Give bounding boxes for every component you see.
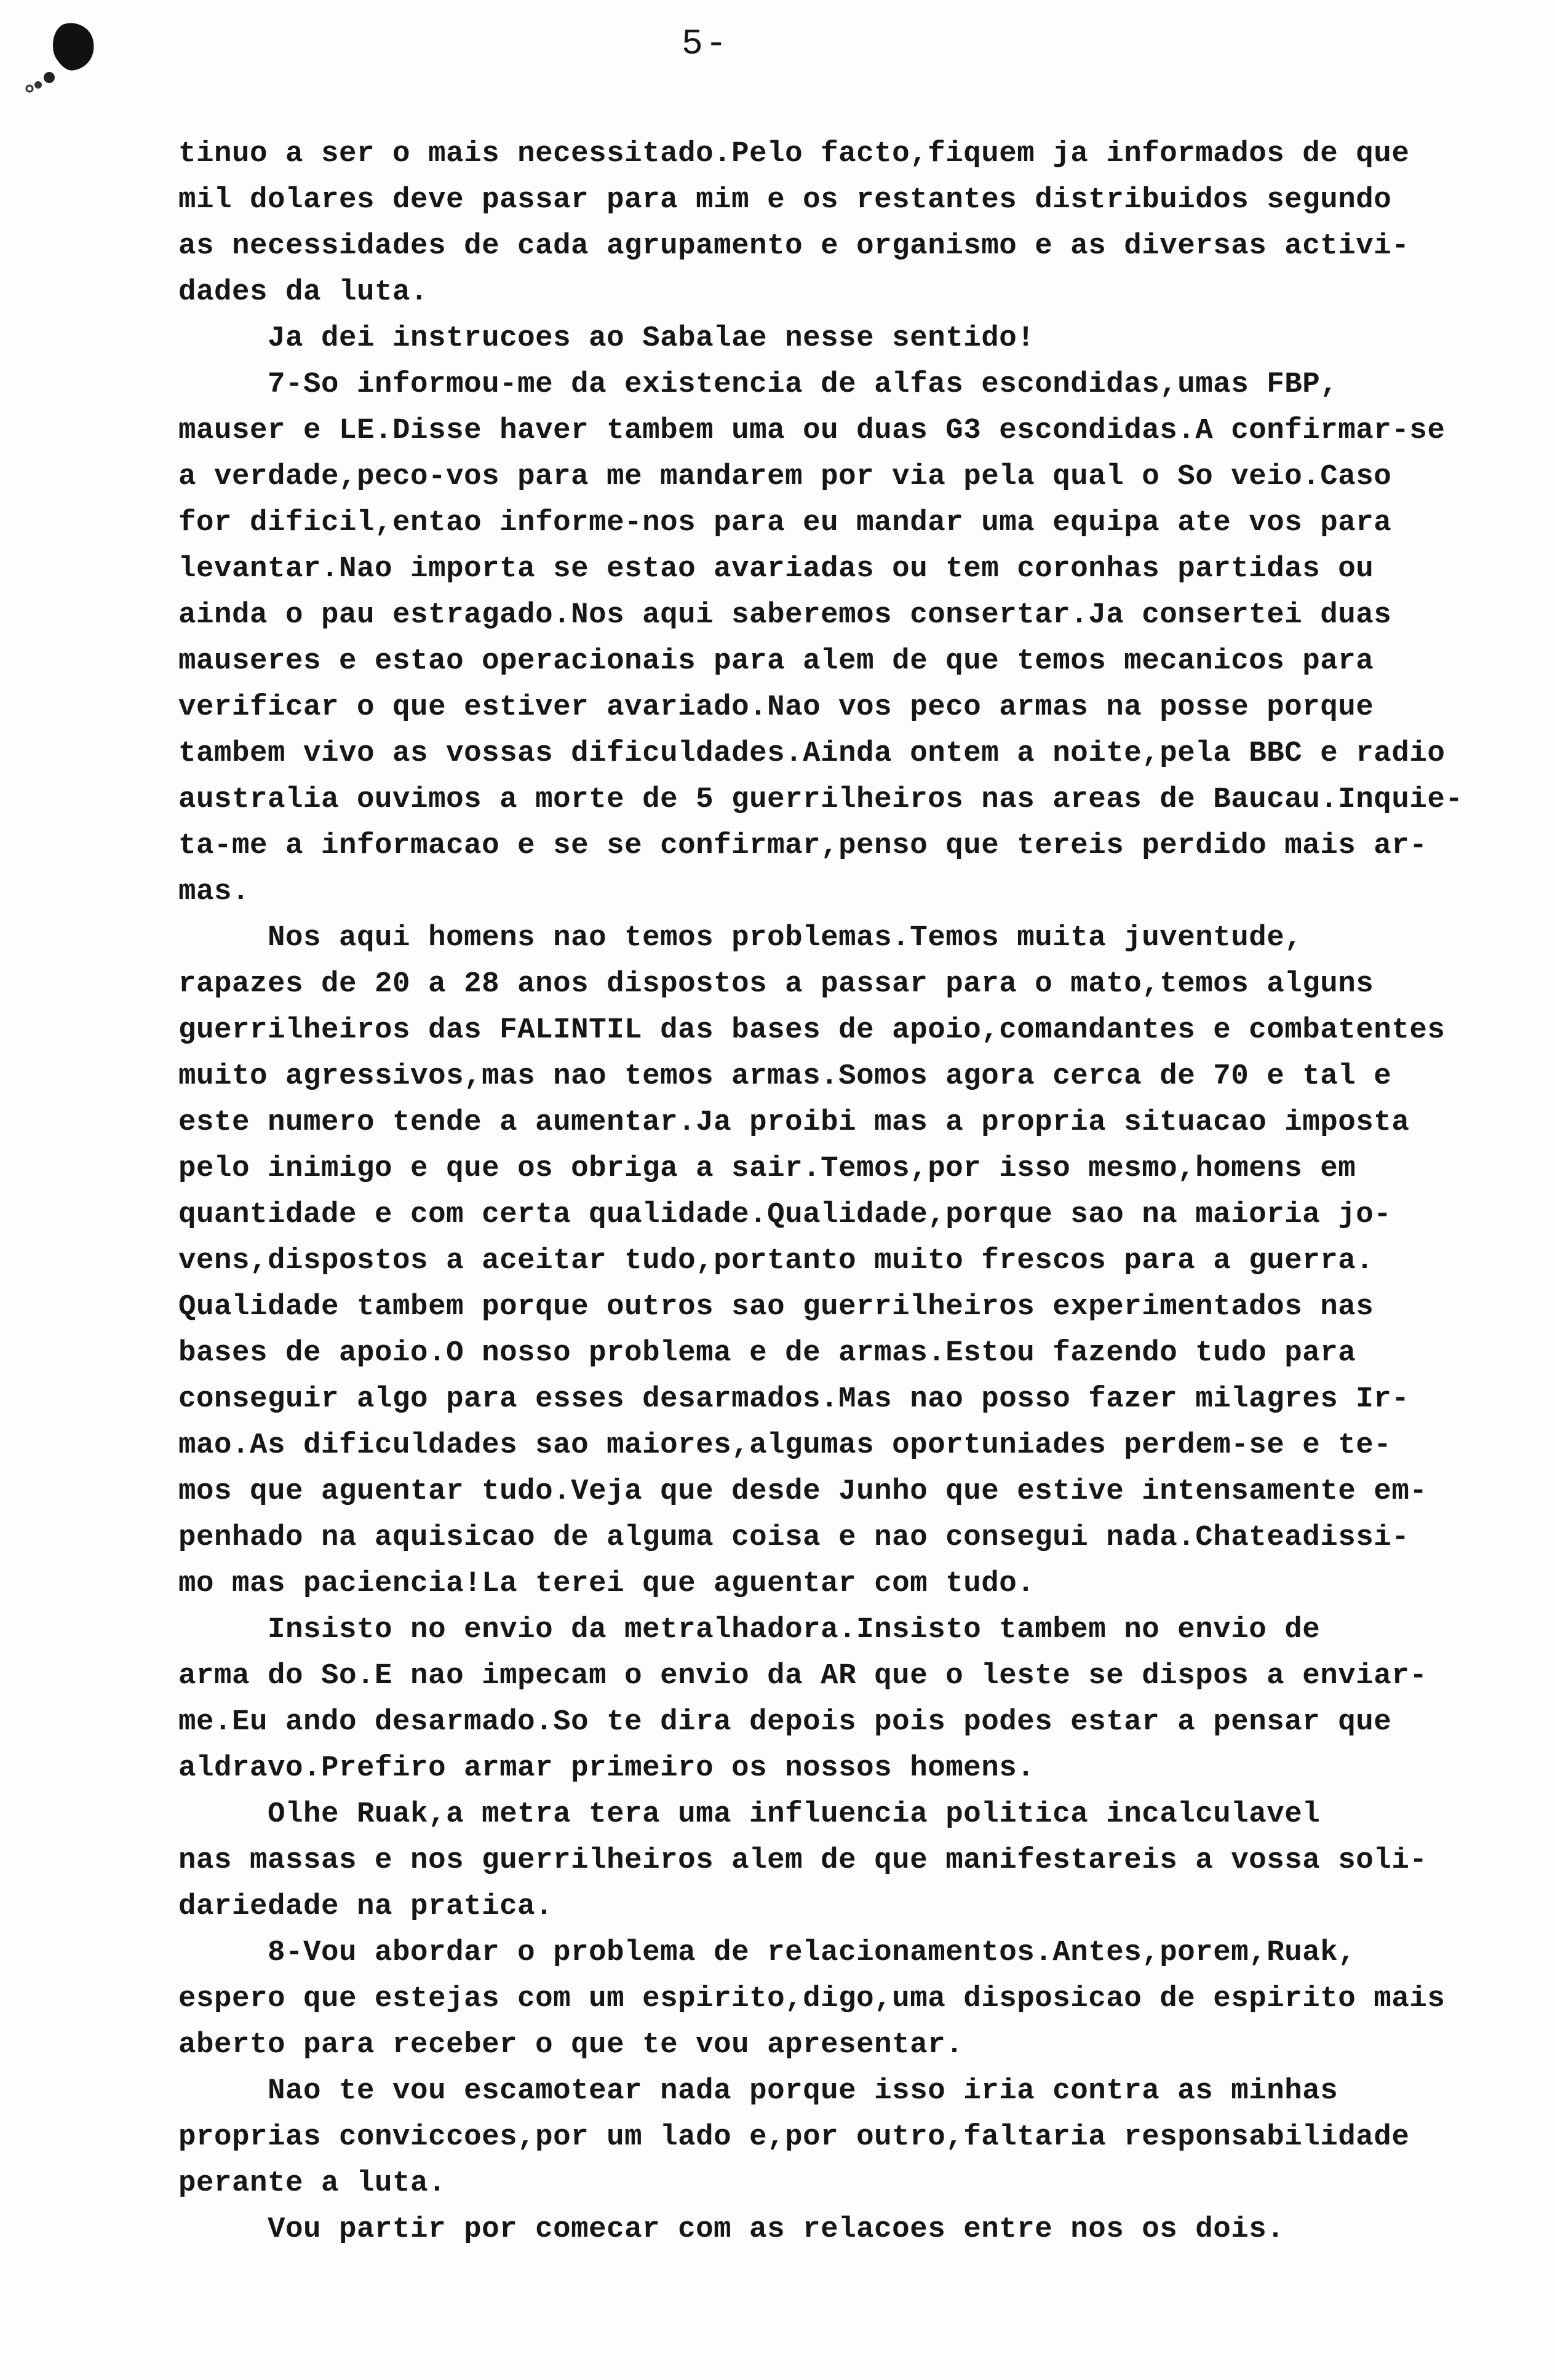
letter-body [178,131,1513,2253]
text-line: arma do So.E nao impecam o envio da AR que o leste se dispos a enviar- [178,1659,1428,1692]
text-line: Qualidade tambem porque outros sao guerrilheiros experimentados nas [178,1290,1374,1323]
text-line: me.Eu ando desarmado.So te dira depois pois podes estar a pensar que [178,1705,1392,1739]
text-line: tambem vivo as vossas dificuldades.Ainda ontem a noite,pela BBC e radio [178,737,1446,770]
text-line: mauseres e estao operacionais para alem de que temos mecanicos para [178,645,1374,678]
text-line: a verdade,peco-vos para me mandarem por via pela qual o So veio.Caso [178,460,1392,493]
text-line: 8-Vou abordar o problema de relacionamentos.Antes,porem,Ruak, [178,1936,1356,1969]
text-line: levantar.Nao importa se estao avariadas ou tem coronhas partidas ou [178,552,1374,585]
text-line: nas massas e nos guerrilheiros alem de que manifestareis a vossa soli- [178,1844,1428,1877]
text-line: ta-me a informacao e se se confirmar,penso que tereis perdido mais ar- [178,829,1428,862]
text-line: 7-So informou-me da existencia de alfas escondidas,umas FBP, [178,368,1338,401]
text-line: Insisto no envio da metralhadora.Insisto tambem no envio de [178,1613,1321,1646]
text-line: bases de apoio.O nosso problema e de armas.Estou fazendo tudo para [178,1336,1356,1370]
text-line: ainda o pau estragado.Nos aqui saberemos consertar.Ja consertei duas [178,598,1392,632]
text-line: Ja dei instrucoes ao Sabalae nesse sentido! [178,322,1035,355]
text-line: mo mas paciencia!La terei que aguentar com tudo. [178,1567,1035,1600]
text-line: tinuo a ser o mais necessitado.Pelo facto,fiquem ja informados de que [178,137,1410,170]
text-line: Nao te vou escamotear nada porque isso iria contra as minhas [178,2074,1338,2108]
text-line: mos que aguentar tudo.Veja que desde Junho que estive intensamente em- [178,1475,1428,1508]
text-line: muito agressivos,mas nao temos armas.Somos agora cerca de 70 e tal e [178,1060,1392,1093]
text-line: Nos aqui homens nao temos problemas.Temos muita juventude, [178,921,1303,954]
text-line: Vou partir por comecar com as relacoes entre nos os dois. [178,2213,1285,2246]
text-line: aberto para receber o que te vou apresentar. [178,2028,964,2061]
text-line: Olhe Ruak,a metra tera uma influencia politica incalculavel [178,1798,1321,1831]
text-line: pelo inimigo e que os obriga a sair.Temos,por isso mesmo,homens em [178,1152,1356,1185]
text-line: aldravo.Prefiro armar primeiro os nossos homens. [178,1751,1035,1785]
text-line: penhado na aquisicao de alguma coisa e nao consegui nada.Chateadissi- [178,1521,1410,1554]
text-line: perante a luta. [178,2167,447,2200]
text-line: conseguir algo para esses desarmados.Mas nao posso fazer milagres Ir- [178,1382,1410,1416]
text-line: dariedade na pratica. [178,1890,554,1923]
text-line: mil dolares deve passar para mim e os restantes distribuidos segundo [178,183,1392,216]
text-line: as necessidades de cada agrupamento e organismo e as diversas activi- [178,229,1410,263]
text-line: guerrilheiros das FALINTIL das bases de apoio,comandantes e combatentes [178,1013,1446,1047]
text-line: espero que estejas com um espirito,digo,uma disposicao de espirito mais [178,1982,1446,2015]
text-line: proprias conviccoes,por um lado e,por outro,faltaria responsabilidade [178,2120,1410,2154]
text-line: mao.As dificuldades sao maiores,algumas oportuniades perdem-se e te- [178,1429,1392,1462]
page-number: 5- [682,25,730,65]
text-line: vens,dispostos a aceitar tudo,portanto muito frescos para a guerra. [178,1244,1374,1277]
text-line: rapazes de 20 a 28 anos dispostos a passar para o mato,temos alguns [178,967,1374,1001]
text-line: este numero tende a aumentar.Ja proibi mas a propria situacao imposta [178,1106,1410,1139]
text-line: verificar o que estiver avariado.Nao vos peco armas na posse porque [178,691,1374,724]
text-line: for dificil,entao informe-nos para eu mandar uma equipa ate vos para [178,506,1392,539]
text-line: australia ouvimos a morte de 5 guerrilheiros nas areas de Baucau.Inquie- [178,783,1463,816]
ink-blot-icon [14,14,106,100]
text-line: mauser e LE.Disse haver tambem uma ou duas G3 escondidas.A confirmar-se [178,414,1446,447]
text-line: mas. [178,875,250,908]
text-line: quantidade e com certa qualidade.Qualidade,porque sao na maioria jo- [178,1198,1392,1231]
text-line: dades da luta. [178,276,429,309]
